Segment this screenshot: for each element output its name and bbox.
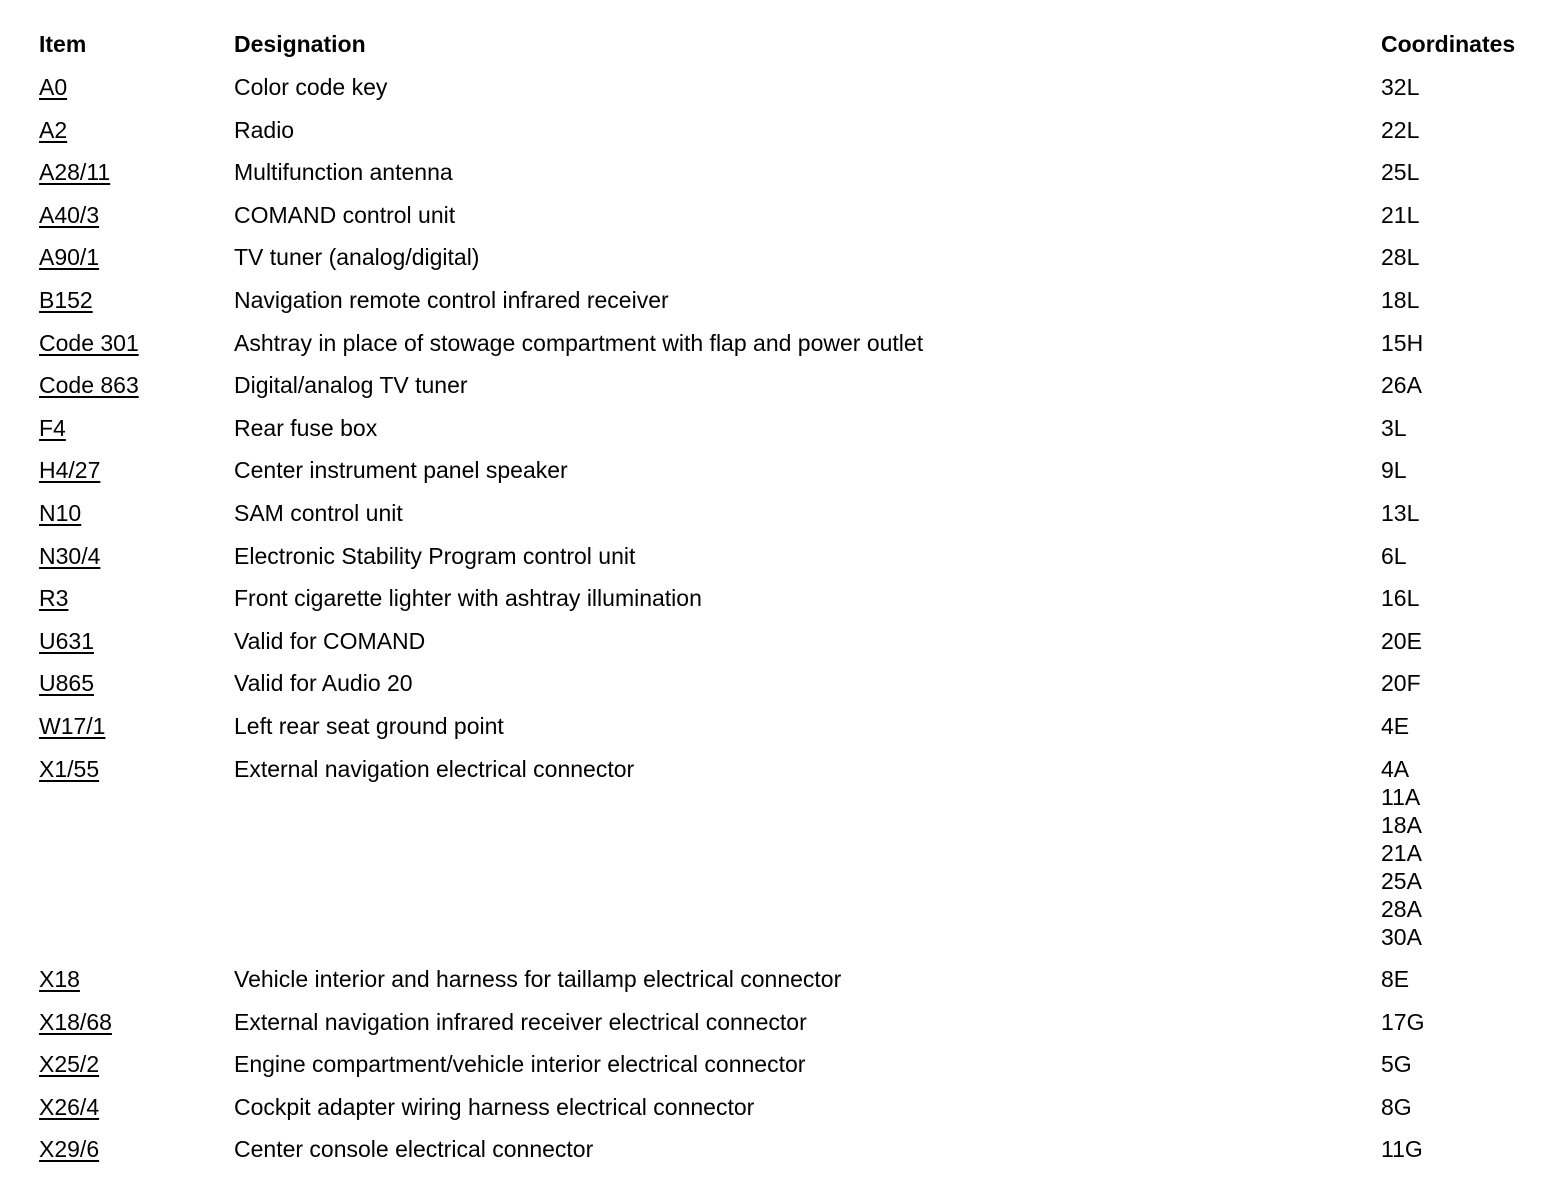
coordinate-value: 15H bbox=[1381, 329, 1424, 356]
coordinate-value: 20F bbox=[1381, 670, 1421, 697]
item-link[interactable]: X25/2 bbox=[39, 1051, 100, 1078]
item-link[interactable]: F4 bbox=[39, 414, 66, 441]
table-row bbox=[39, 371, 1539, 414]
designation-text: Valid for Audio 20 bbox=[234, 670, 413, 697]
item-link[interactable]: U631 bbox=[39, 627, 94, 654]
coordinate-value: 9L bbox=[1381, 457, 1407, 484]
table-row bbox=[39, 329, 1539, 372]
coordinates-cell bbox=[1381, 669, 1539, 697]
coordinate-value: 4A bbox=[1381, 755, 1410, 782]
table-row bbox=[39, 201, 1539, 244]
table-row bbox=[39, 542, 1539, 585]
coordinates-cell bbox=[1381, 201, 1539, 229]
table-row bbox=[39, 286, 1539, 329]
designation-text: Center console electrical connector bbox=[234, 1136, 594, 1163]
item-link[interactable]: W17/1 bbox=[39, 712, 106, 739]
coordinate-value: 8E bbox=[1381, 966, 1410, 993]
designation-text: TV tuner (analog/digital) bbox=[234, 244, 480, 271]
coordinates-cell bbox=[1381, 584, 1539, 612]
table-row bbox=[39, 73, 1539, 116]
item-link[interactable]: N30/4 bbox=[39, 542, 101, 569]
coordinate-value: 17G bbox=[1381, 1008, 1425, 1035]
table-row bbox=[39, 1050, 1539, 1093]
coordinates-cell bbox=[1381, 712, 1539, 740]
coordinates-cell bbox=[1381, 1008, 1539, 1036]
header-coordinates: Coordinates bbox=[1381, 31, 1516, 57]
designation-text: Cockpit adapter wiring harness electrical connector bbox=[234, 1093, 755, 1120]
coordinate-value: 30A bbox=[1381, 923, 1422, 950]
coordinate-value: 18A bbox=[1381, 811, 1422, 838]
item-link[interactable]: A90/1 bbox=[39, 244, 100, 271]
coordinate-value: 26A bbox=[1381, 372, 1422, 399]
coordinates-cell bbox=[1381, 499, 1539, 527]
item-link[interactable]: X18 bbox=[39, 966, 80, 993]
table-row bbox=[39, 1093, 1539, 1136]
component-legend-table bbox=[39, 30, 1539, 1178]
coordinate-value: 3L bbox=[1381, 414, 1407, 441]
coordinate-value: 6L bbox=[1381, 542, 1407, 569]
coordinate-value: 25A bbox=[1381, 867, 1422, 894]
designation-text: Rear fuse box bbox=[234, 414, 378, 441]
coordinate-value: 28L bbox=[1381, 244, 1420, 271]
table-row bbox=[39, 755, 1539, 966]
designation-text: Engine compartment/vehicle interior electrical connector bbox=[234, 1051, 806, 1078]
designation-text: External navigation electrical connector bbox=[234, 755, 635, 782]
coordinates-cell bbox=[1381, 414, 1539, 442]
item-link[interactable]: Code 863 bbox=[39, 372, 139, 399]
header-designation: Designation bbox=[234, 31, 366, 57]
item-link[interactable]: U865 bbox=[39, 670, 94, 697]
coordinate-value: 16L bbox=[1381, 585, 1420, 612]
designation-text: Left rear seat ground point bbox=[234, 712, 504, 739]
coordinate-value: 21A bbox=[1381, 839, 1422, 866]
coordinates-cell bbox=[1381, 1093, 1539, 1121]
designation-text: Vehicle interior and harness for taillamp electrical connector bbox=[234, 966, 842, 993]
coordinate-value: 21L bbox=[1381, 201, 1420, 228]
coordinate-value: 32L bbox=[1381, 74, 1420, 100]
coordinates-cell bbox=[1381, 755, 1539, 951]
coordinate-value: 13L bbox=[1381, 499, 1420, 526]
designation-text: Valid for COMAND bbox=[234, 627, 426, 654]
item-link[interactable]: X18/68 bbox=[39, 1008, 112, 1035]
item-link[interactable]: A40/3 bbox=[39, 201, 100, 228]
item-link[interactable]: B152 bbox=[39, 286, 93, 313]
designation-text: Front cigarette lighter with ashtray illumination bbox=[234, 585, 702, 612]
coordinates-cell bbox=[1381, 371, 1539, 399]
coordinates-cell bbox=[1381, 329, 1539, 357]
designation-text: Multifunction antenna bbox=[234, 159, 453, 186]
table-row bbox=[39, 669, 1539, 712]
designation-text: Ashtray in place of stowage compartment with flap and power outlet bbox=[234, 329, 924, 356]
table-body bbox=[39, 73, 1539, 1178]
designation-text: Digital/analog TV tuner bbox=[234, 372, 468, 399]
coordinate-value: 11G bbox=[1381, 1136, 1423, 1163]
coordinates-cell bbox=[1381, 965, 1539, 993]
item-link[interactable]: A2 bbox=[39, 116, 68, 143]
item-link[interactable]: H4/27 bbox=[39, 457, 101, 484]
table-row bbox=[39, 627, 1539, 670]
coordinates-cell bbox=[1381, 243, 1539, 271]
coordinates-cell bbox=[1381, 627, 1539, 655]
designation-text: Center instrument panel speaker bbox=[234, 457, 568, 484]
designation-text: Color code key bbox=[234, 74, 388, 100]
table-row bbox=[39, 965, 1539, 1008]
designation-text: SAM control unit bbox=[234, 499, 403, 526]
coordinates-cell bbox=[1381, 456, 1539, 484]
coordinate-value: 25L bbox=[1381, 159, 1420, 186]
item-link[interactable]: X26/4 bbox=[39, 1093, 100, 1120]
coordinate-value: 28A bbox=[1381, 895, 1422, 922]
table-row bbox=[39, 414, 1539, 457]
table-row bbox=[39, 1135, 1539, 1178]
coordinate-value: 8G bbox=[1381, 1093, 1412, 1120]
coordinate-value: 20E bbox=[1381, 627, 1422, 654]
designation-text: External navigation infrared receiver electrical connector bbox=[234, 1008, 807, 1035]
coordinates-cell bbox=[1381, 1135, 1539, 1163]
table-row bbox=[39, 456, 1539, 499]
coordinates-cell bbox=[1381, 116, 1539, 144]
header-item: Item bbox=[39, 31, 87, 57]
item-link[interactable]: Code 301 bbox=[39, 329, 139, 356]
table-row bbox=[39, 1008, 1539, 1051]
coordinate-value: 22L bbox=[1381, 116, 1420, 143]
table-row bbox=[39, 584, 1539, 627]
designation-text: Radio bbox=[234, 116, 295, 143]
coordinates-cell bbox=[1381, 286, 1539, 314]
item-link[interactable]: R3 bbox=[39, 585, 69, 612]
coordinate-value: 18L bbox=[1381, 286, 1420, 313]
item-link[interactable]: X1/55 bbox=[39, 755, 100, 782]
table-row bbox=[39, 712, 1539, 755]
item-link[interactable]: A28/11 bbox=[39, 159, 111, 186]
item-link[interactable]: X29/6 bbox=[39, 1136, 100, 1163]
table-row bbox=[39, 158, 1539, 201]
item-link[interactable]: A0 bbox=[39, 74, 68, 100]
designation-text: Electronic Stability Program control unit bbox=[234, 542, 636, 569]
designation-text: Navigation remote control infrared receiver bbox=[234, 286, 669, 313]
coordinate-value: 4E bbox=[1381, 712, 1410, 739]
table-row bbox=[39, 243, 1539, 286]
coordinates-cell bbox=[1381, 1050, 1539, 1078]
designation-text: COMAND control unit bbox=[234, 201, 456, 228]
table-header bbox=[39, 30, 1539, 73]
table-row bbox=[39, 499, 1539, 542]
coordinate-value: 11A bbox=[1381, 783, 1421, 810]
coordinates-cell bbox=[1381, 542, 1539, 570]
coordinate-value: 5G bbox=[1381, 1051, 1412, 1078]
coordinates-cell bbox=[1381, 158, 1539, 186]
coordinates-cell bbox=[1381, 73, 1539, 101]
table-row bbox=[39, 116, 1539, 159]
item-link[interactable]: N10 bbox=[39, 499, 82, 526]
